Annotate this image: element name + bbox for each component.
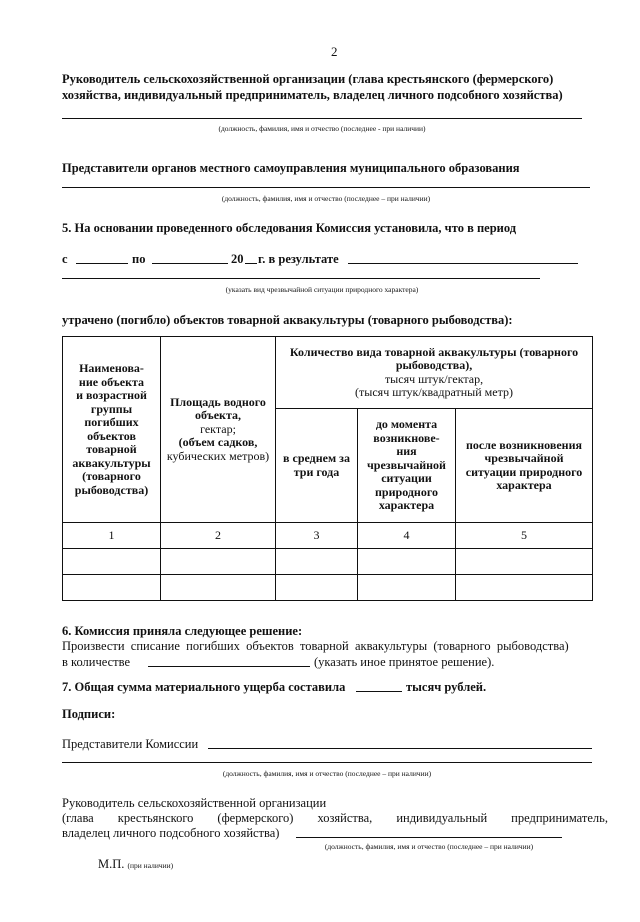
head-sign-caption: (должность, фамилия, имя и отчество (последнее – при наличии) xyxy=(324,842,534,851)
emergency-type-line[interactable] xyxy=(62,278,540,279)
col-number-5: 5 xyxy=(456,523,593,549)
head-title-line2: хозяйства, индивидуальный предприниматель, владелец личного подсобного хозяйства) xyxy=(62,88,563,102)
sub-col4-header: до момента возникнове- ния чрезвычайной ситуации природного характера xyxy=(358,409,456,523)
lost-heading: утрачено (погибло) объектов товарной аквакультуры (товарного рыбоводства): xyxy=(62,313,513,327)
representatives-title: Представители органов местного самоуправления муниципального образования xyxy=(62,161,520,175)
seal-label: М.П. xyxy=(98,857,125,871)
representatives-line[interactable] xyxy=(62,187,590,188)
table-cell[interactable] xyxy=(456,549,593,575)
col2-header xyxy=(161,337,276,523)
table-cell[interactable] xyxy=(358,549,456,575)
col-number-3: 3 xyxy=(276,523,358,549)
from-date-field[interactable] xyxy=(76,263,128,264)
commission-label: Представители Комиссии xyxy=(62,737,199,751)
quantity-field[interactable] xyxy=(148,666,310,667)
head-sign-word: (фермерского) xyxy=(217,811,294,825)
group-header-normal2: (тысяч штук/квадратный метр) xyxy=(355,385,513,399)
col-number-2: 2 xyxy=(161,523,276,549)
head-sign-line3: владелец личного подсобного хозяйства) xyxy=(62,826,280,840)
year-field[interactable] xyxy=(245,263,257,264)
table-cell[interactable] xyxy=(63,549,161,575)
head-sign-word: (глава xyxy=(62,811,94,825)
to-date-field[interactable] xyxy=(152,263,228,264)
result-field[interactable] xyxy=(348,263,578,264)
signatures-heading: Подписи: xyxy=(62,707,116,721)
table-cell[interactable] xyxy=(358,575,456,601)
group-header-normal: тысяч штук/гектар, xyxy=(384,371,484,386)
col-number-1: 1 xyxy=(63,523,161,549)
table-cell[interactable] xyxy=(161,575,276,601)
representatives-caption: (должность, фамилия, имя и отчество (последнее – при наличии) xyxy=(221,194,431,203)
col2-header-bold: Площадь водного объекта, xyxy=(170,394,266,423)
head-signature-field[interactable] xyxy=(296,837,562,838)
head-title-line1: Руководитель сельскохозяйственной организации (глава крестьянского (фермерского) xyxy=(62,72,554,86)
section7-suffix: тысяч рублей. xyxy=(406,680,487,694)
head-sign-word: хозяйства, xyxy=(317,811,373,825)
from-label: с xyxy=(62,252,68,266)
emergency-type-caption: (указать вид чрезвычайной ситуации природного характера) xyxy=(225,285,419,294)
table-cell[interactable] xyxy=(161,549,276,575)
section6-prefix: в количестве xyxy=(62,655,131,669)
table-cell[interactable] xyxy=(63,575,161,601)
head-sign-line2 xyxy=(62,811,608,825)
section6-line1: Произвести списание погибших объектов товарной аквакультуры (товарного рыбоводства) xyxy=(62,639,569,653)
table-row xyxy=(63,549,593,575)
section5-heading: 5. На основании проведенного обследования Комиссия установила, что в период xyxy=(62,221,517,235)
page-number: 2 xyxy=(331,44,338,59)
head-sign-line1: Руководитель сельскохозяйственной организации xyxy=(62,796,327,810)
section6-suffix: (указать иное принятое решение). xyxy=(314,655,495,669)
to-label: по xyxy=(132,252,146,266)
commission-signature-line[interactable] xyxy=(208,748,592,749)
col2-header-bold2: (объем садков, xyxy=(178,435,258,450)
commission-caption: (должность, фамилия, имя и отчество (последнее – при наличии) xyxy=(222,769,432,778)
sub-col5-header: после возникновения чрезвычайной ситуации природного характера xyxy=(456,409,593,523)
head-sign-word: предприниматель, xyxy=(511,811,608,825)
col2-header-normal2: кубических метров) xyxy=(166,448,270,463)
head-signature-line[interactable] xyxy=(62,118,582,119)
section7-prefix: 7. Общая сумма материального ущерба составила xyxy=(62,680,346,694)
table-row xyxy=(63,575,593,601)
section6-heading: 6. Комиссия приняла следующее решение: xyxy=(62,624,303,638)
year-label: 20 xyxy=(231,252,244,266)
group-header xyxy=(276,337,593,409)
table-cell[interactable] xyxy=(276,575,358,601)
losses-table xyxy=(62,336,593,601)
seal-note: (при наличии) xyxy=(127,861,174,870)
head-sign-word: индивидуальный xyxy=(396,811,488,825)
table-cell[interactable] xyxy=(276,549,358,575)
col-number-4: 4 xyxy=(358,523,456,549)
commission-signature-line-2[interactable] xyxy=(62,762,592,763)
col1-header: Наименова- ние объекта и возрастной группы погибших объектов товарной аквакультуры (товарного рыбоводства) xyxy=(63,337,161,523)
result-label: г. в результате xyxy=(258,252,339,266)
table-cell[interactable] xyxy=(456,575,593,601)
damage-amount-field[interactable] xyxy=(356,691,402,692)
seal-row xyxy=(98,857,173,871)
head-caption: (должность, фамилия, имя и отчество (последнее - при наличии) xyxy=(218,124,426,133)
head-sign-word: крестьянского xyxy=(117,811,194,825)
sub-col3-header: в среднем за три года xyxy=(276,409,358,523)
col2-header-normal: гектар; xyxy=(200,421,236,436)
group-header-bold: Количество вида товарной аквакультуры (товарного рыбоводства), xyxy=(289,344,579,372)
